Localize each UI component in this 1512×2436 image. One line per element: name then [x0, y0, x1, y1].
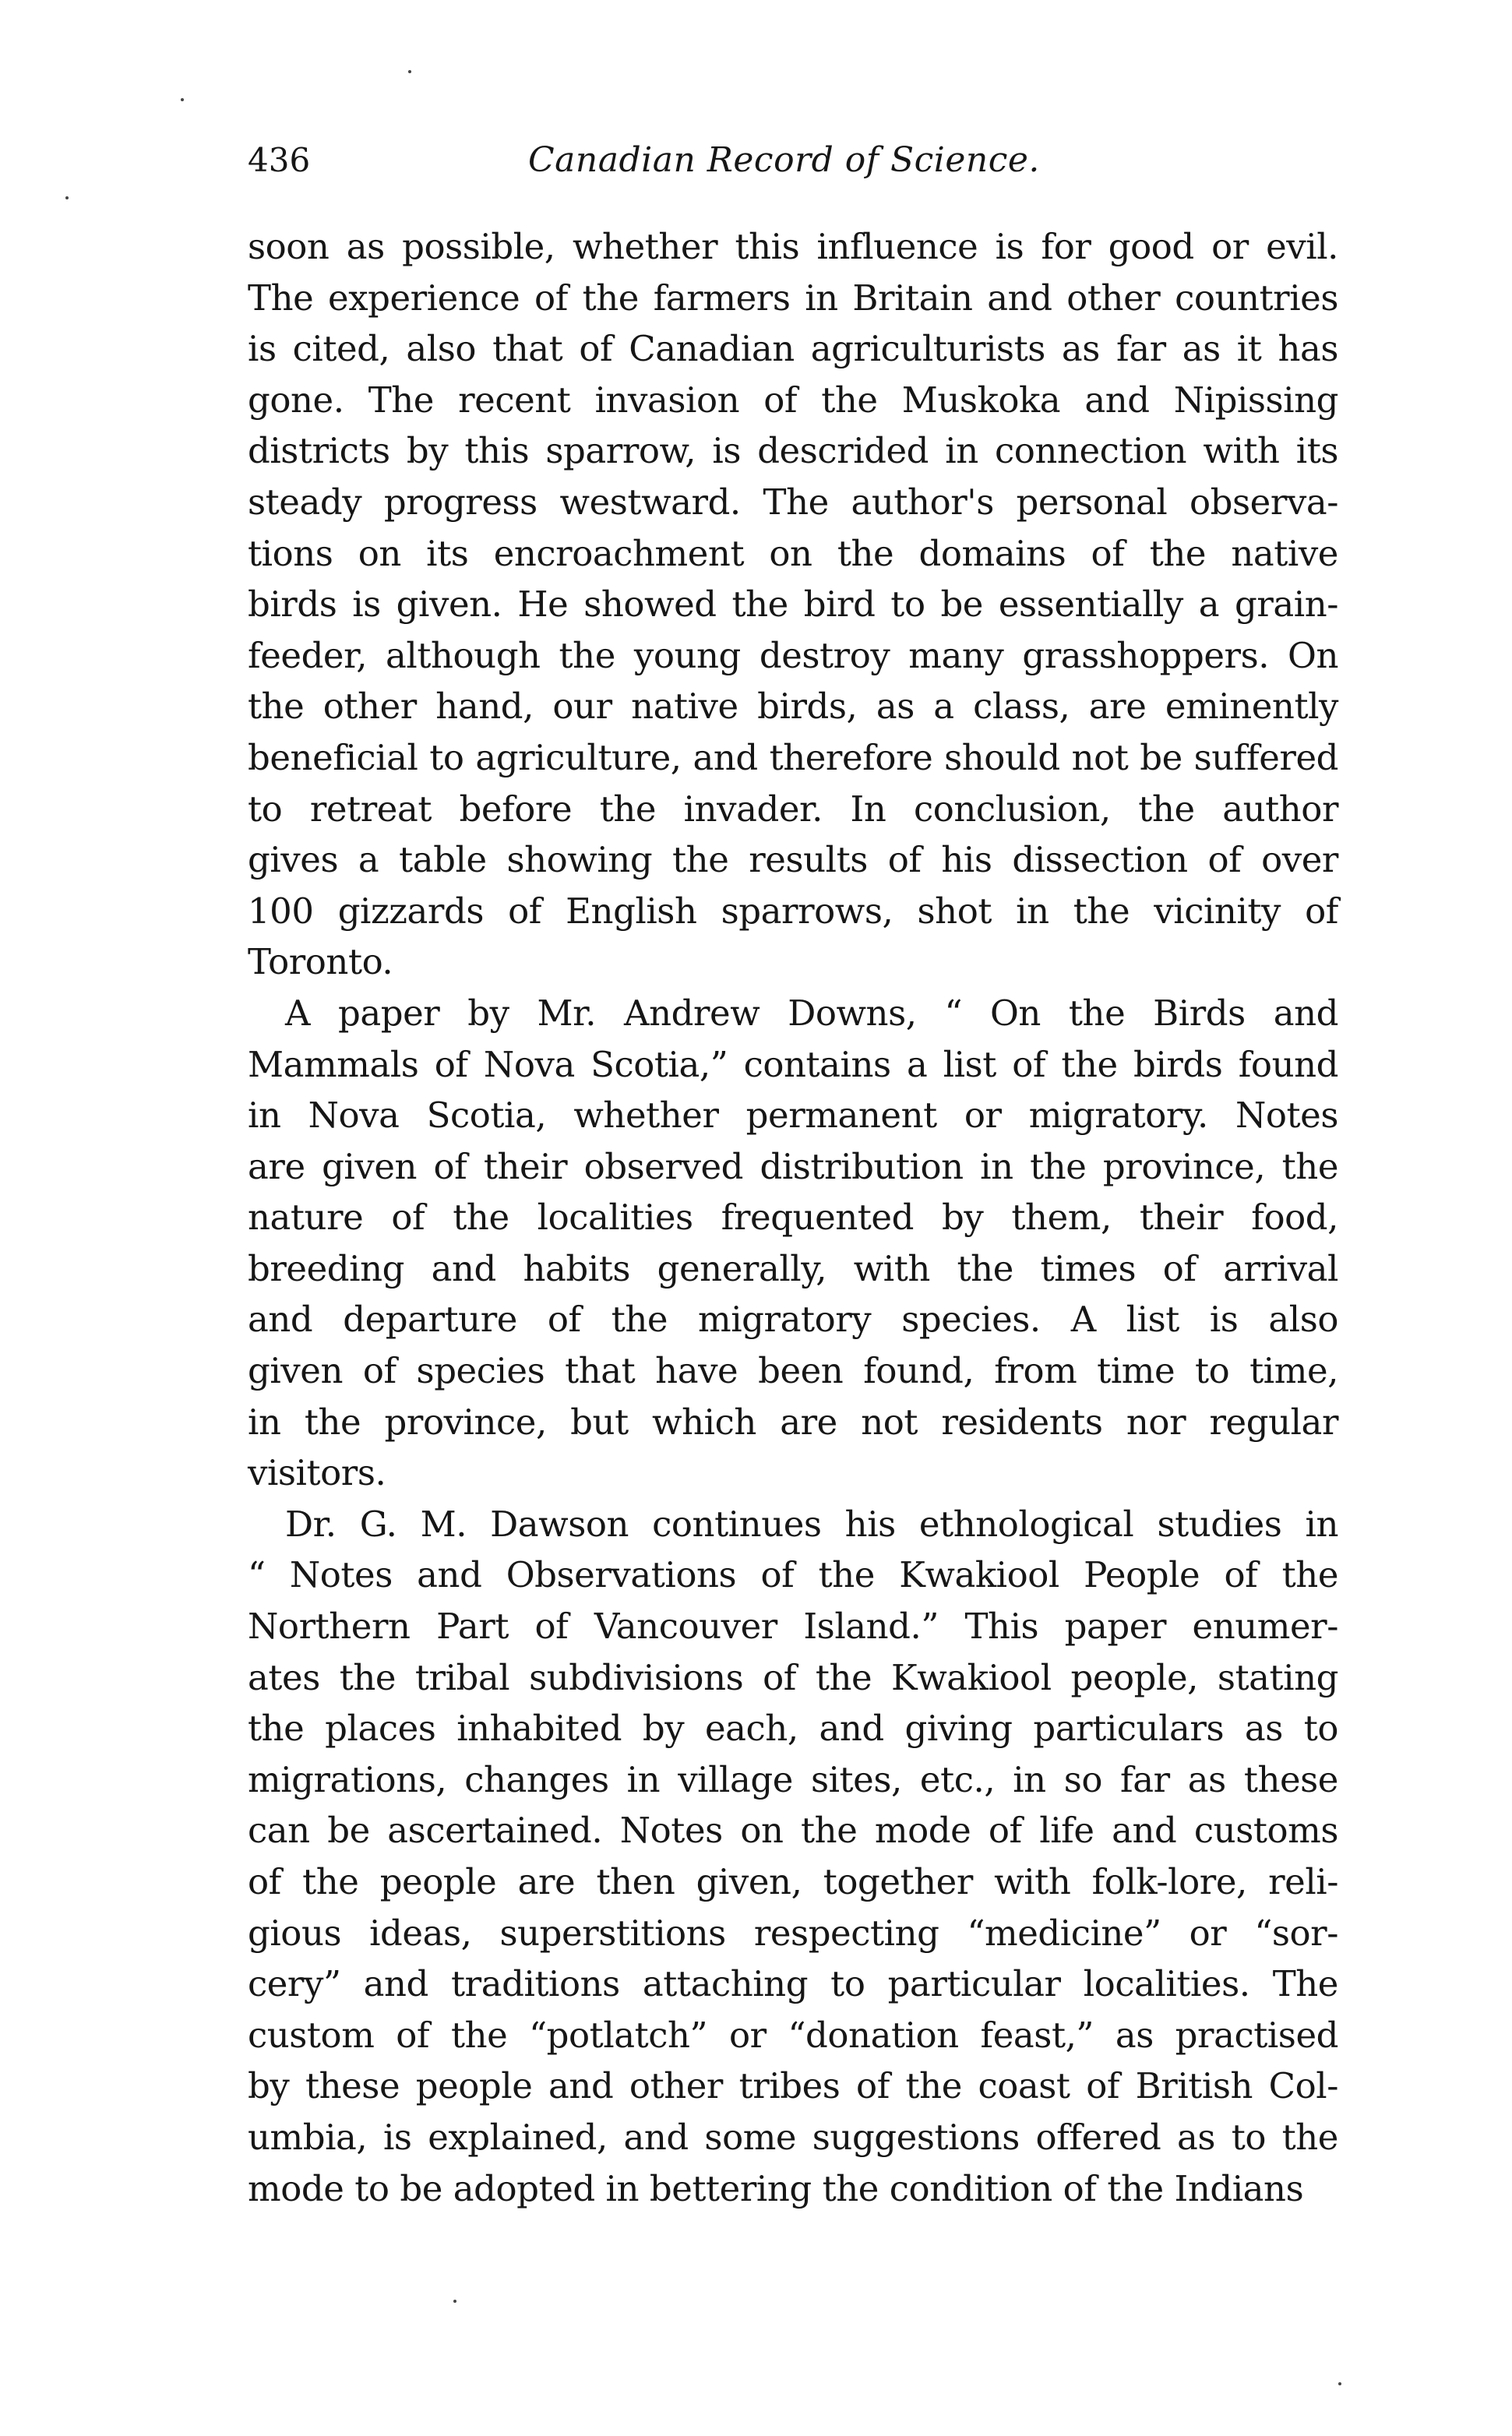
- text-line: of the people are then given, together with folk-lore, reli-: [248, 1861, 1338, 1902]
- print-speck: [65, 196, 69, 199]
- text-line: Mammals of Nova Scotia,” contains a list of the birds found: [248, 1043, 1338, 1085]
- text-line: visitors.: [248, 1452, 386, 1494]
- text-line: gious ideas, superstitions respecting “medicine” or “sor-: [248, 1912, 1338, 1954]
- paragraph: [248, 221, 1338, 988]
- page-number: 436: [248, 141, 311, 179]
- text-line: custom of the “potlatch” or “donation feast,” as practised: [248, 2014, 1338, 2056]
- text-line: are given of their observed distribution in the province, the: [248, 1145, 1338, 1187]
- text-line: the places inhabited by each, and giving particulars as to: [248, 1708, 1338, 1750]
- book-page: [248, 137, 1338, 2209]
- text-line: Toronto.: [248, 941, 393, 983]
- text-line: nature of the localities frequented by them, their food,: [248, 1197, 1338, 1239]
- text-line: gives a table showing the results of his dissection of over: [248, 839, 1338, 881]
- text-line: birds is given. He showed the bird to be essentially a grain-: [248, 583, 1338, 626]
- print-speck: [453, 2300, 456, 2303]
- text-line: 100 gizzards of English sparrows, shot in the vicinity of: [248, 890, 1338, 932]
- text-line: umbia, is explained, and some suggestions offered as to the: [248, 2116, 1338, 2158]
- text-line: mode to be adopted in bettering the condition of the Indians: [248, 2167, 1304, 2209]
- text-line: cery” and traditions attaching to particular localities. The: [248, 1963, 1338, 2005]
- text-line: and departure of the migratory species. A list is also: [248, 1299, 1338, 1341]
- text-line: given of species that have been found, from time to time,: [248, 1350, 1338, 1392]
- print-speck: [181, 98, 184, 101]
- paragraph: [248, 1499, 1338, 2214]
- text-line: feeder, although the young destroy many grasshoppers. On: [248, 634, 1338, 676]
- text-line: can be ascertained. Notes on the mode of life and customs: [248, 1810, 1338, 1852]
- text-line: The experience of the farmers in Britain and other countries: [248, 277, 1338, 319]
- text-line: districts by this sparrow, is descrided in connection with its: [248, 430, 1338, 472]
- text-line: “ Notes and Observations of the Kwakiool People of the: [248, 1554, 1338, 1596]
- body-text: [248, 221, 1338, 2214]
- text-line: in Nova Scotia, whether permanent or migratory. Notes: [248, 1095, 1338, 1137]
- text-line: ates the tribal subdivisions of the Kwakiool people, stating: [248, 1656, 1338, 1698]
- text-line: Northern Part of Vancouver Island.” This paper enumer-: [248, 1606, 1338, 1648]
- text-line: beneficial to agriculture, and therefore should not be suffered: [248, 736, 1338, 778]
- text-line: by these people and other tribes of the coast of British Col-: [248, 2065, 1338, 2107]
- text-line: soon as possible, whether this influence is for good or evil.: [248, 226, 1338, 267]
- text-line: A paper by Mr. Andrew Downs, “ On the Birds and: [285, 992, 1338, 1034]
- text-line: in the province, but which are not residents nor regular: [248, 1401, 1338, 1443]
- running-head: [248, 137, 1338, 199]
- text-line: migrations, changes in village sites, etc., in so far as these: [248, 1758, 1338, 1800]
- text-line: is cited, also that of Canadian agriculturists as far as it has: [248, 328, 1338, 370]
- text-line: gone. The recent invasion of the Muskoka and Nipissing: [248, 379, 1338, 421]
- print-speck: [408, 70, 411, 73]
- text-line: to retreat before the invader. In conclusion, the author: [248, 788, 1338, 830]
- print-speck: [1338, 2382, 1341, 2385]
- journal-title: Canadian Record of Science.: [528, 140, 1040, 180]
- text-line: breeding and habits generally, with the times of arrival: [248, 1247, 1338, 1289]
- paragraph: [248, 988, 1338, 1499]
- text-line: Dr. G. M. Dawson continues his ethnological studies in: [285, 1503, 1338, 1545]
- text-line: tions on its encroachment on the domains of the native: [248, 532, 1338, 574]
- text-line: the other hand, our native birds, as a class, are eminently: [248, 686, 1338, 728]
- text-line: steady progress westward. The author's personal observa-: [248, 481, 1338, 523]
